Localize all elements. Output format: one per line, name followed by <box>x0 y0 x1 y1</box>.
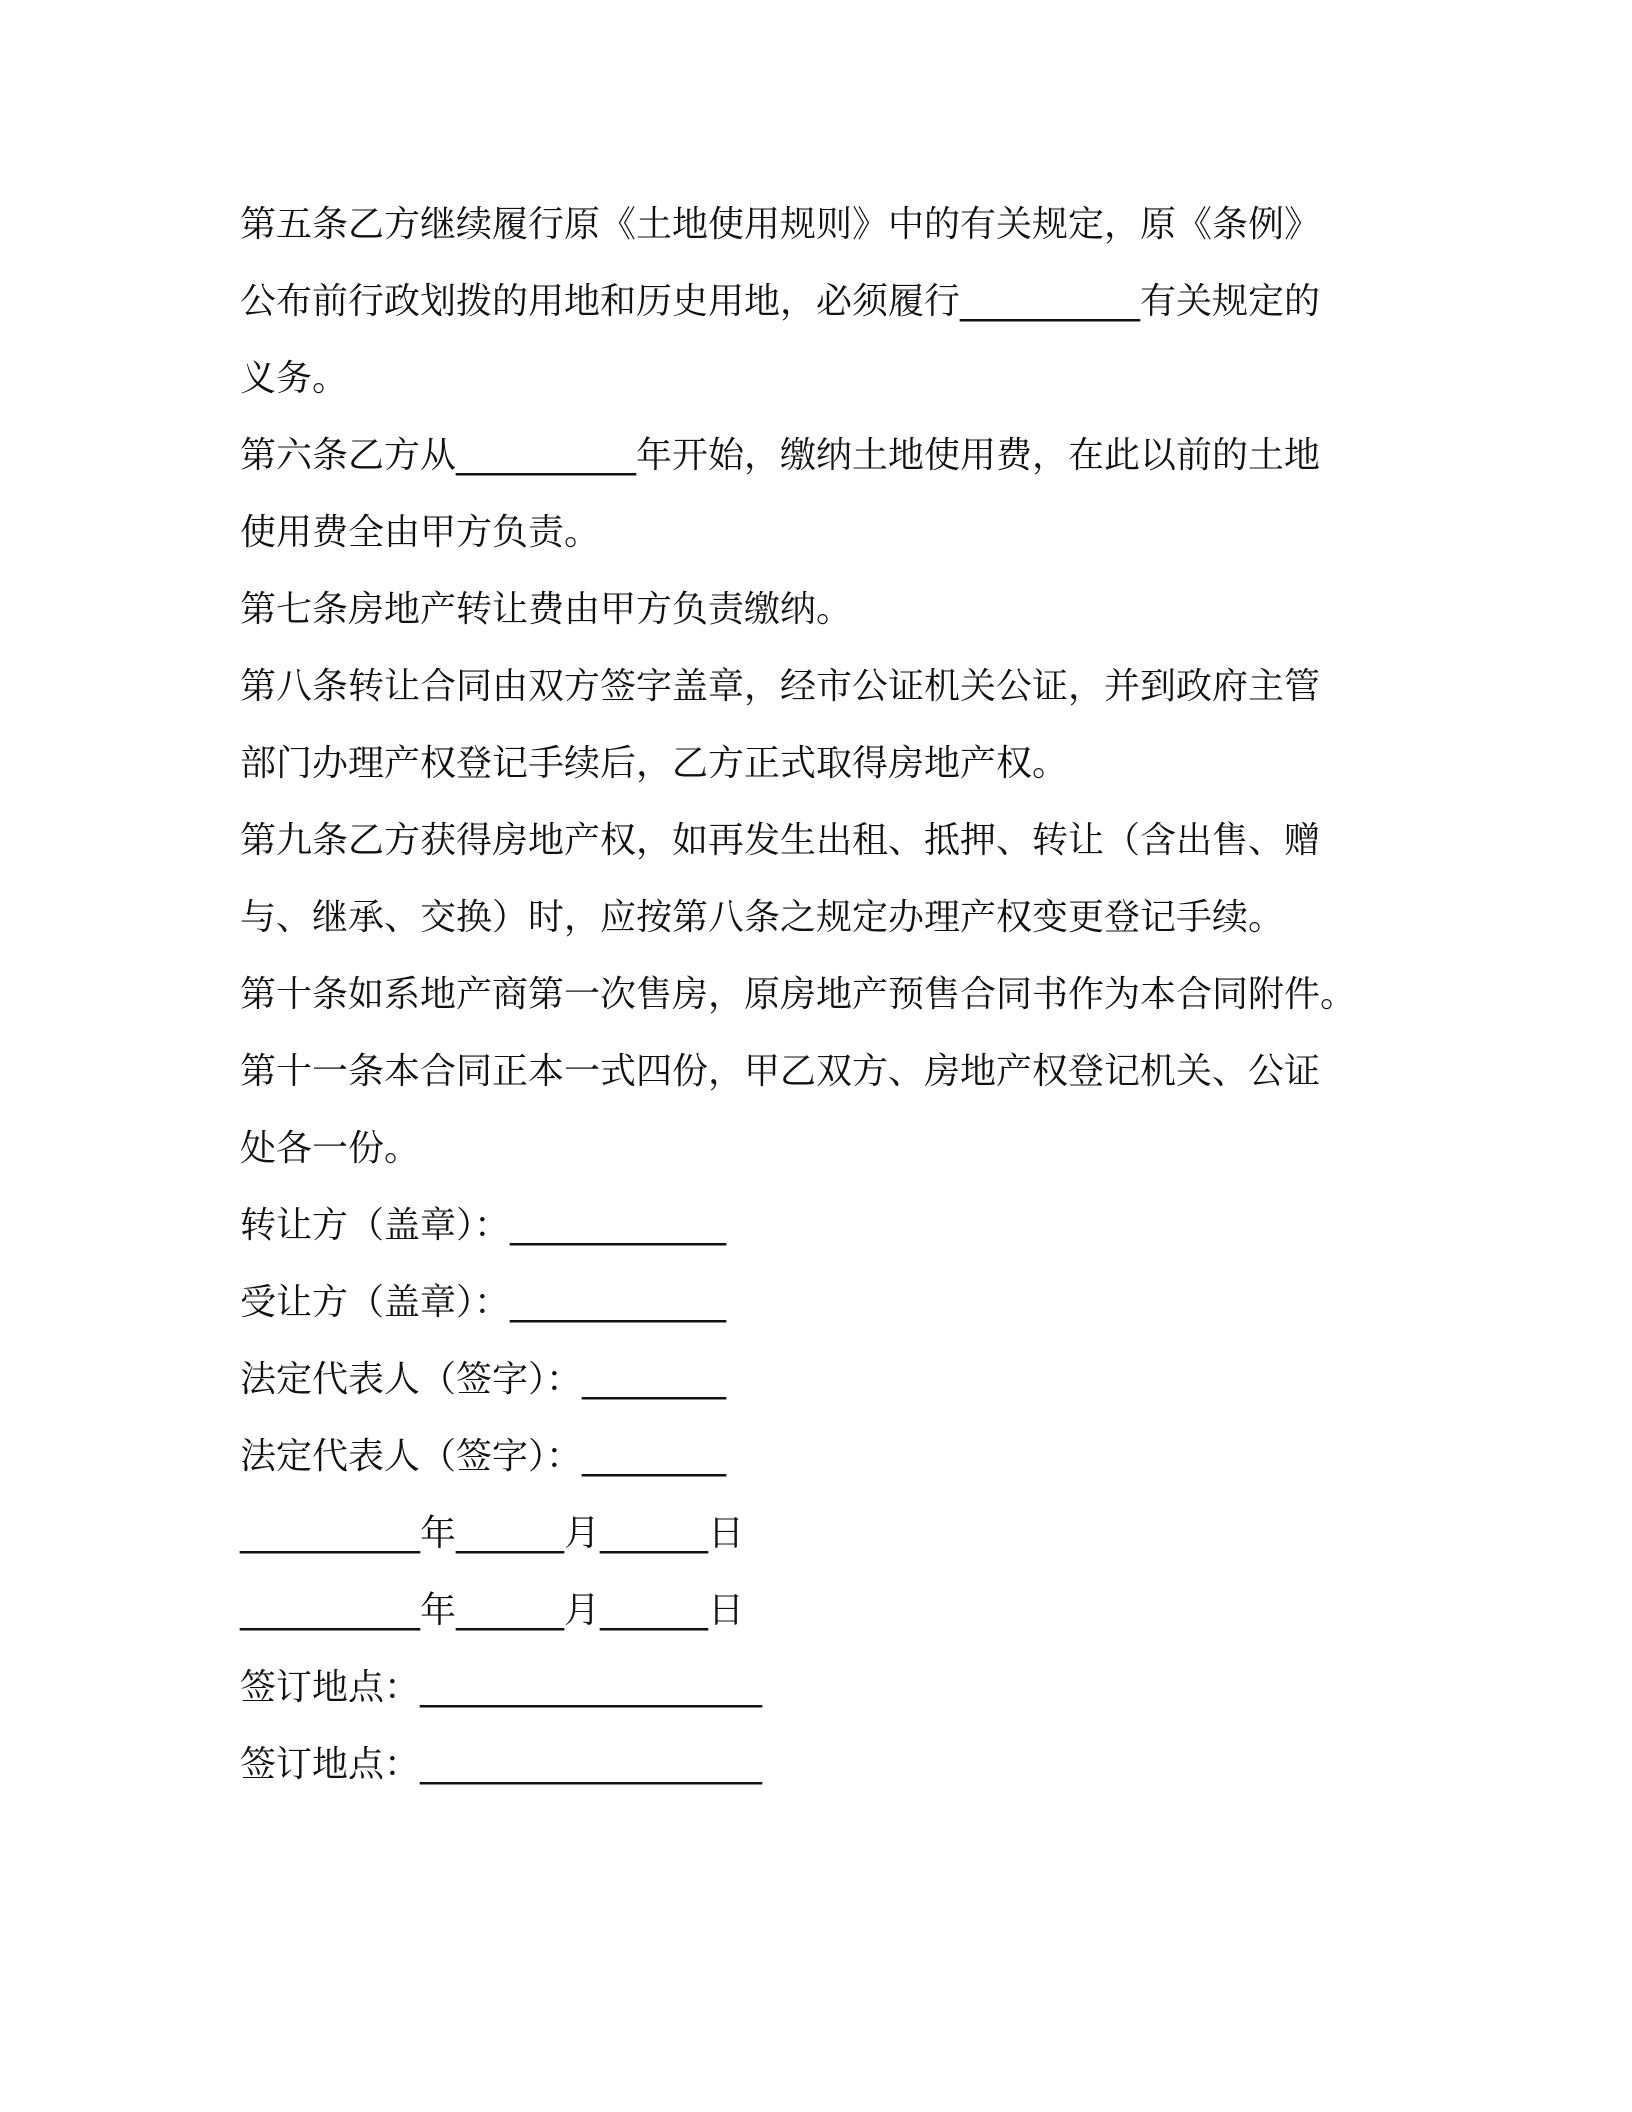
transferee-seal-field: 受让方（盖章）：____________ <box>240 1282 727 1323</box>
legal-representative-signature-field-1: 法定代表人（签字）：________ <box>240 1359 727 1400</box>
signing-date-field-1: __________年______月______日 <box>240 1513 744 1554</box>
clause-10: 第十条如系地产商第一次售房，原房地产预售合同书作为本合同附件。 <box>240 974 1357 1015</box>
clause-11-line-1: 第十一条本合同正本一式四份，甲乙双方、房地产权登记机关、公证 <box>240 1051 1321 1092</box>
clause-5-line-3: 义务。 <box>240 358 349 399</box>
signing-date-field-2: __________年______月______日 <box>240 1590 744 1631</box>
clause-8-line-1: 第八条转让合同由双方签字盖章，经市公证机关公证，并到政府主管 <box>240 666 1321 707</box>
clause-9-line-1: 第九条乙方获得房地产权，如再发生出租、抵押、转让（含出售、赠 <box>240 820 1321 861</box>
clause-11-line-2: 处各一份。 <box>240 1128 421 1169</box>
clause-6-line-1: 第六条乙方从__________年开始，缴纳土地使用费，在此以前的土地 <box>240 435 1321 476</box>
signing-location-field-1: 签订地点：___________________ <box>240 1667 763 1708</box>
clause-5-line-2: 公布前行政划拨的用地和历史用地，必须履行__________有关规定的 <box>240 281 1321 322</box>
contract-text <box>240 186 1390 1803</box>
clause-6-line-2: 使用费全由甲方负责。 <box>240 512 601 553</box>
clause-9-line-2: 与、继承、交换）时，应按第八条之规定办理产权变更登记手续。 <box>240 897 1285 938</box>
signing-location-field-2: 签订地点：___________________ <box>240 1744 763 1785</box>
legal-representative-signature-field-2: 法定代表人（签字）：________ <box>240 1436 727 1477</box>
transferor-seal-field: 转让方（盖章）：____________ <box>240 1205 727 1246</box>
clause-5-line-1: 第五条乙方继续履行原《土地使用规则》中的有关规定，原《条例》 <box>240 204 1321 245</box>
clause-8-line-2: 部门办理产权登记手续后，乙方正式取得房地产权。 <box>240 743 1069 784</box>
clause-7: 第七条房地产转让费由甲方负责缴纳。 <box>240 589 853 630</box>
